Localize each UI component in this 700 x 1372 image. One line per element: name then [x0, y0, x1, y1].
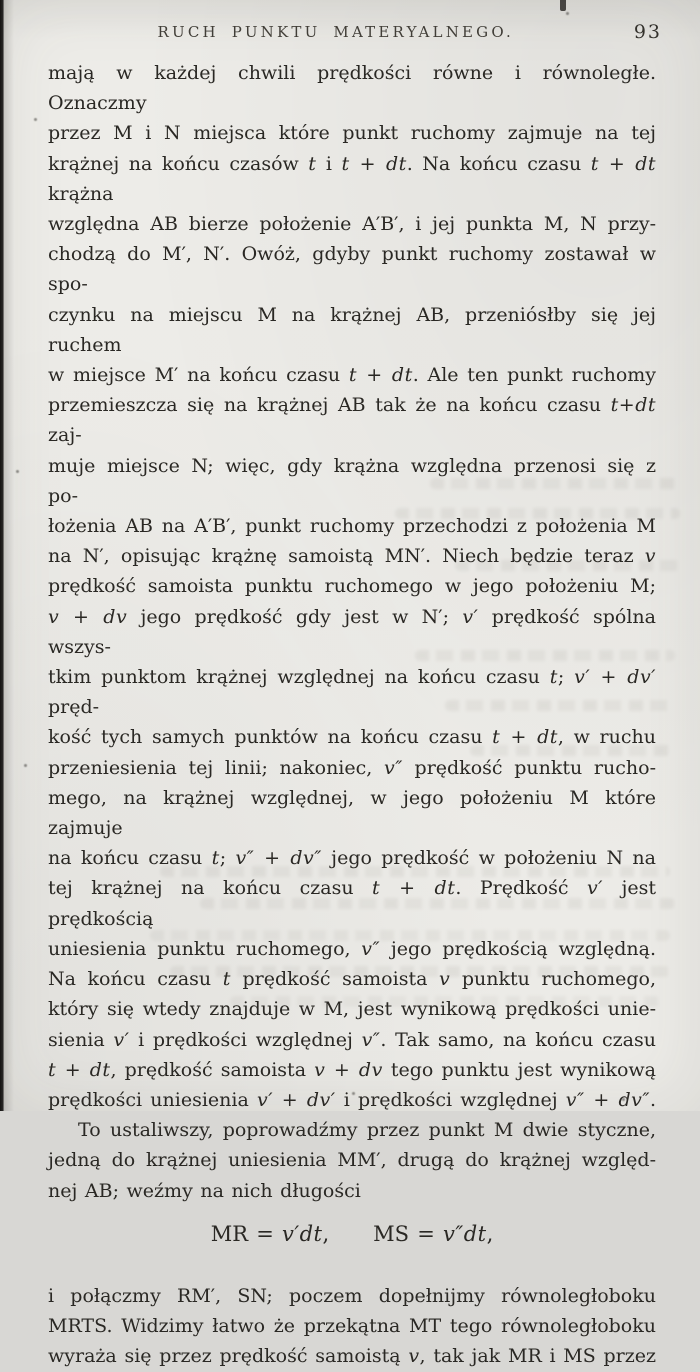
text-line: tkim punktom krążnej względnej na końcu czasu t; v′ + dv′ pręd-	[48, 666, 656, 719]
page-number: 93	[633, 21, 662, 43]
text-line: względna AB bierze położenie A′B′, i jej punkta M, N przy-	[48, 213, 656, 236]
paper-speckle	[566, 12, 569, 15]
text-line: To ustaliwszy, poprowadźmy przez punkt M dwie styczne,	[78, 1119, 656, 1142]
paper-speckle	[34, 118, 37, 121]
text-line: MRTS. Widzimy łatwo że przekątna MT tego równoległoboku	[48, 1315, 656, 1338]
text-line: jedną do krążnej uniesienia MM′, drugą do krążnej względ-	[48, 1149, 656, 1172]
text-line: sienia v′ i prędkości względnej v″. Tak samo, na końcu czasu	[48, 1028, 656, 1051]
text-line: w miejsce M′ na końcu czasu t + dt. Ale ten punkt ruchomy	[48, 364, 657, 387]
text-line: przemieszcza się na krążnej AB tak że na końcu czasu t+dt zaj-	[48, 394, 656, 447]
formula-part: MR = v′dt,	[210, 1221, 330, 1246]
displayed-formula	[48, 1219, 656, 1249]
paper-speckle	[16, 470, 19, 473]
formula-part: MS = v″dt,	[373, 1221, 494, 1246]
text-line: Na końcu czasu t prędkość samoista v punktu ruchomego,	[48, 968, 656, 991]
text-line: mego, na krążnej względnej, w jego położeniu M które zajmuje	[48, 786, 656, 840]
running-title: RUCH PUNKTU MATERYALNEGO.	[157, 23, 514, 41]
text-line: i połączmy RM′, SN; poczem dopełnijmy równoległoboku	[48, 1284, 656, 1307]
paper-speckle	[24, 764, 27, 767]
text-line: tej krążnej na końcu czasu t + dt. Prędkość v′ jest prędkością	[48, 877, 656, 930]
text-line: wyraża się przez prędkość samoistą v, tak jak MR i MS przez	[48, 1345, 656, 1368]
text-line: mają w każdej chwili prędkości równe i równoległe. Oznaczmy	[48, 62, 656, 115]
text-line: muje miejsce N; więc, gdy krążna względna przenosi się z po-	[48, 454, 656, 507]
text-line: prędkość samoista punktu ruchomego w jego położeniu M;	[48, 575, 656, 598]
text-line: czynku na miejscu M na krążnej AB, przeniósłby się jej ruchem	[48, 303, 656, 356]
text-line: chodzą do M′, N′. Owóż, gdyby punkt ruchomy zostawał w spo-	[48, 243, 656, 296]
text-line: v + dv jego prędkość gdy jest w N′; v′ prędkość spólna wszys-	[48, 605, 656, 658]
text-line: prędkości uniesienia v′ + dv′ i prędkości względnej v″ + dv″.	[48, 1088, 656, 1111]
scan-artifact-mark	[560, 0, 566, 11]
text-line: t + dt, prędkość samoista v + dv tego punktu jest wynikową	[48, 1058, 656, 1081]
scan-edge-shadow	[4, 0, 14, 1111]
text-line: krążnej na końcu czasów t i t + dt. Na końcu czasu t + dt krążna	[48, 152, 657, 205]
text-line: przez M i N miejsca które punkt ruchomy zajmuje na tej	[48, 122, 656, 145]
page-header	[0, 23, 700, 49]
text-line: uniesienia punktu ruchomego, v″ jego prędkością względną.	[48, 937, 656, 960]
text-line: kość tych samych punktów na końcu czasu t + dt, w ruchu	[48, 726, 656, 749]
scan-edge-left	[0, 0, 4, 1111]
body-text	[48, 58, 656, 1372]
text-line: przeniesienia tej linii; nakoniec, v″ prędkość punktu rucho-	[48, 756, 656, 779]
text-line: łożenia AB na A′B′, punkt ruchomy przechodzi z położenia M	[48, 515, 656, 538]
text-line: na końcu czasu t; v″ + dv″ jego prędkość w położeniu N na	[48, 847, 656, 870]
text-line: który się wtedy znajduje w M, jest wynikową prędkości unie-	[48, 998, 656, 1021]
text-line: nej AB; weźmy na nich długości	[48, 1179, 361, 1202]
text-line: na N′, opisując krążnę samoistą MN′. Niech będzie teraz v	[48, 545, 656, 568]
